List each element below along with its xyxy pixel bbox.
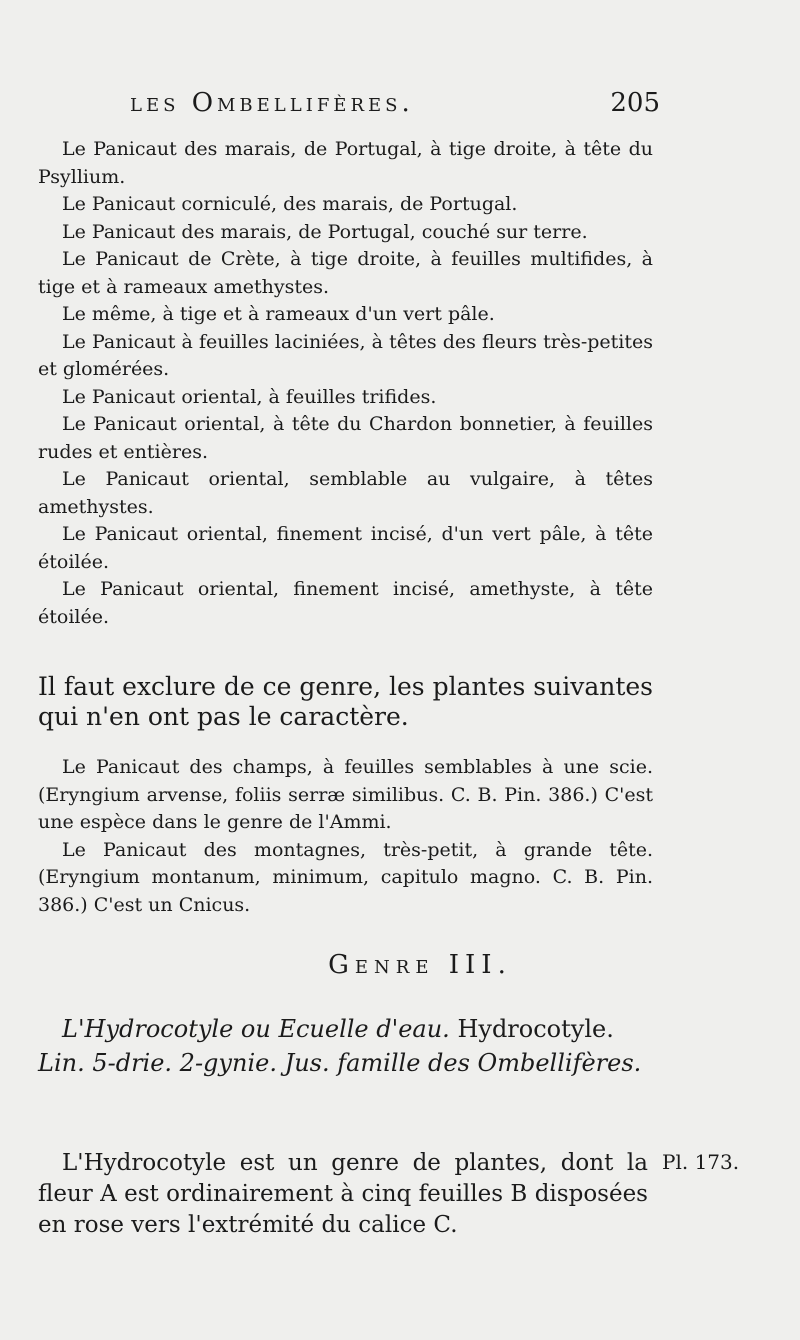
exclusion-entry: Le Panicaut des montagnes, très-petit, à grande tête. (Eryngium montanum, minimum, capitulo magno. C. B. Pin. 386.) C'est un Cnicus. — [38, 838, 653, 916]
genus-latin-name: Hydrocotyle. — [457, 1015, 614, 1043]
genus-classification: Lin. 5-drie. 2-gynie. Jus. famille des Ombellifères. — [38, 1049, 642, 1077]
entry: Le Panicaut de Crète, à tige droite, à feuilles multifides, à tige et à rameaux amethystes. — [38, 248, 653, 298]
entry: Le Panicaut oriental, à feuilles trifides. — [62, 385, 437, 408]
entries-list — [38, 136, 653, 631]
running-title: les Ombellifères. — [130, 88, 414, 118]
plate-reference: Pl. 173. — [662, 1150, 740, 1174]
entry: Le Panicaut des marais, de Portugal, couché sur terre. — [62, 220, 588, 243]
genus-heading: Genre III. — [328, 950, 512, 980]
entry: Le Panicaut corniculé, des marais, de Portugal. — [62, 193, 518, 215]
entry: Le Panicaut oriental, finement incisé, d'un vert pâle, à tête étoilée. — [38, 523, 653, 573]
entry: Le même, à tige et à rameaux d'un vert pâle. — [62, 303, 495, 325]
exclusions-list — [38, 754, 653, 919]
genus-description: L'Hydrocotyle est un genre de plantes, dont la fleur A est ordinairement à cinq feuilles B disposées en rose vers l'extrémité du calice C. — [38, 1150, 648, 1238]
genus-common-name: L'Hydrocotyle ou Ecuelle d'eau. — [62, 1015, 450, 1043]
exclusion-entry: Le Panicaut des champs, à feuilles semblables à une scie. (Eryngium arvense, foliis serræ similibus. C. B. Pin. 386.) C'est une espèce dans le genre de l'Ammi. — [38, 756, 653, 833]
entry: Le Panicaut oriental, finement incisé, amethyste, à tête étoilée. — [38, 578, 653, 628]
page-header — [130, 88, 660, 128]
section-heading: Il faut exclure de ce genre, les plantes suivantes qui n'en ont pas le caractère. — [38, 672, 653, 731]
page-number: 205 — [610, 88, 660, 118]
entry: Le Panicaut oriental, à tête du Chardon bonnetier, à feuilles rudes et entières. — [38, 413, 653, 463]
genus-title — [38, 1012, 653, 1080]
entry: Le Panicaut des marais, de Portugal, à tige droite, à tête du Psyllium. — [38, 138, 653, 188]
entry: Le Panicaut à feuilles laciniées, à têtes des fleurs très-petites et glomérées. — [38, 330, 653, 380]
entry: Le Panicaut oriental, semblable au vulgaire, à têtes amethystes. — [38, 468, 653, 518]
